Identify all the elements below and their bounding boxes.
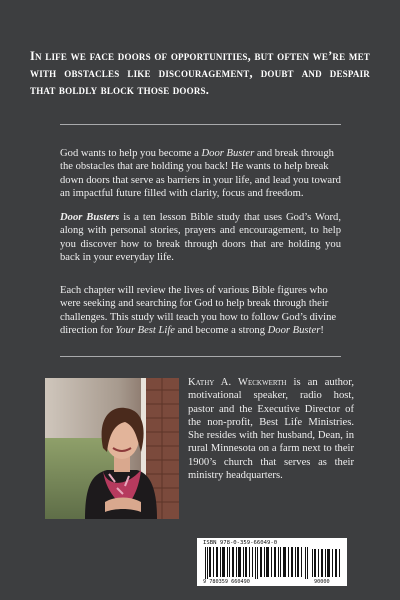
chapter-emphasis-2: Door Buster xyxy=(267,324,321,336)
intro-emphasis: Door Buster xyxy=(201,148,255,159)
author-bio-text: is an author, motivational speaker, radio host, pastor and the Executive Director of the non-profit, Best Life Ministries. She resides with her husband, Dean, in rural Minnesota on a farm next to their 1900’s church that serves as their ministry headquarters. xyxy=(188,377,354,482)
author-photo-image xyxy=(45,378,179,519)
chapter-paragraph xyxy=(60,284,341,337)
chapter-text-2: and become a strong xyxy=(174,324,268,336)
isbn-label: ISBN 978-0-359-66049-0 xyxy=(203,540,278,546)
intro-text-1: God wants to help you become a xyxy=(60,148,202,159)
intro-text-2: and break through the obstacles that are holding you back! He wants to help break down doors that serve as barriers in your life, and lead you toward an impactful future filled with clarity, focus and freedom. xyxy=(60,148,341,199)
author-photo xyxy=(45,378,179,519)
intro-paragraph xyxy=(60,147,341,200)
isbn-barcode xyxy=(197,538,347,586)
chapter-text-1: Each chapter will review the lives of various Bible figures who were seeking and searching for God to help break through their challenges. This study will teach you how to follow God’s divine direction for xyxy=(60,285,337,336)
description-paragraph xyxy=(60,211,341,264)
divider-bottom xyxy=(60,356,341,357)
chapter-text-3: ! xyxy=(320,324,324,336)
barcode-addon-digits: 90000 xyxy=(314,579,330,585)
barcode-bars-addon xyxy=(312,547,342,577)
barcode-bars-main xyxy=(205,547,309,579)
author-bio xyxy=(188,376,354,482)
book-title-inline: Door Busters xyxy=(60,212,120,223)
description-text: is a ten lesson Bible study that uses God’s Word, along with personal stories, prayers and encouragement, to help you discover how to break through doors that are holding you back in your everyday life. xyxy=(60,212,341,263)
divider-top xyxy=(60,124,341,125)
chapter-emphasis-1: Your Best Life xyxy=(115,324,175,336)
barcode-digits: 9 780359 660490 xyxy=(203,579,250,585)
author-name: Kathy A. Weckwerth xyxy=(188,377,287,388)
cover-headline: In life we face doors of opportunities, but often we’re met with obstacles like discouragement, doubt and despair that boldly block those doors. xyxy=(30,49,370,97)
